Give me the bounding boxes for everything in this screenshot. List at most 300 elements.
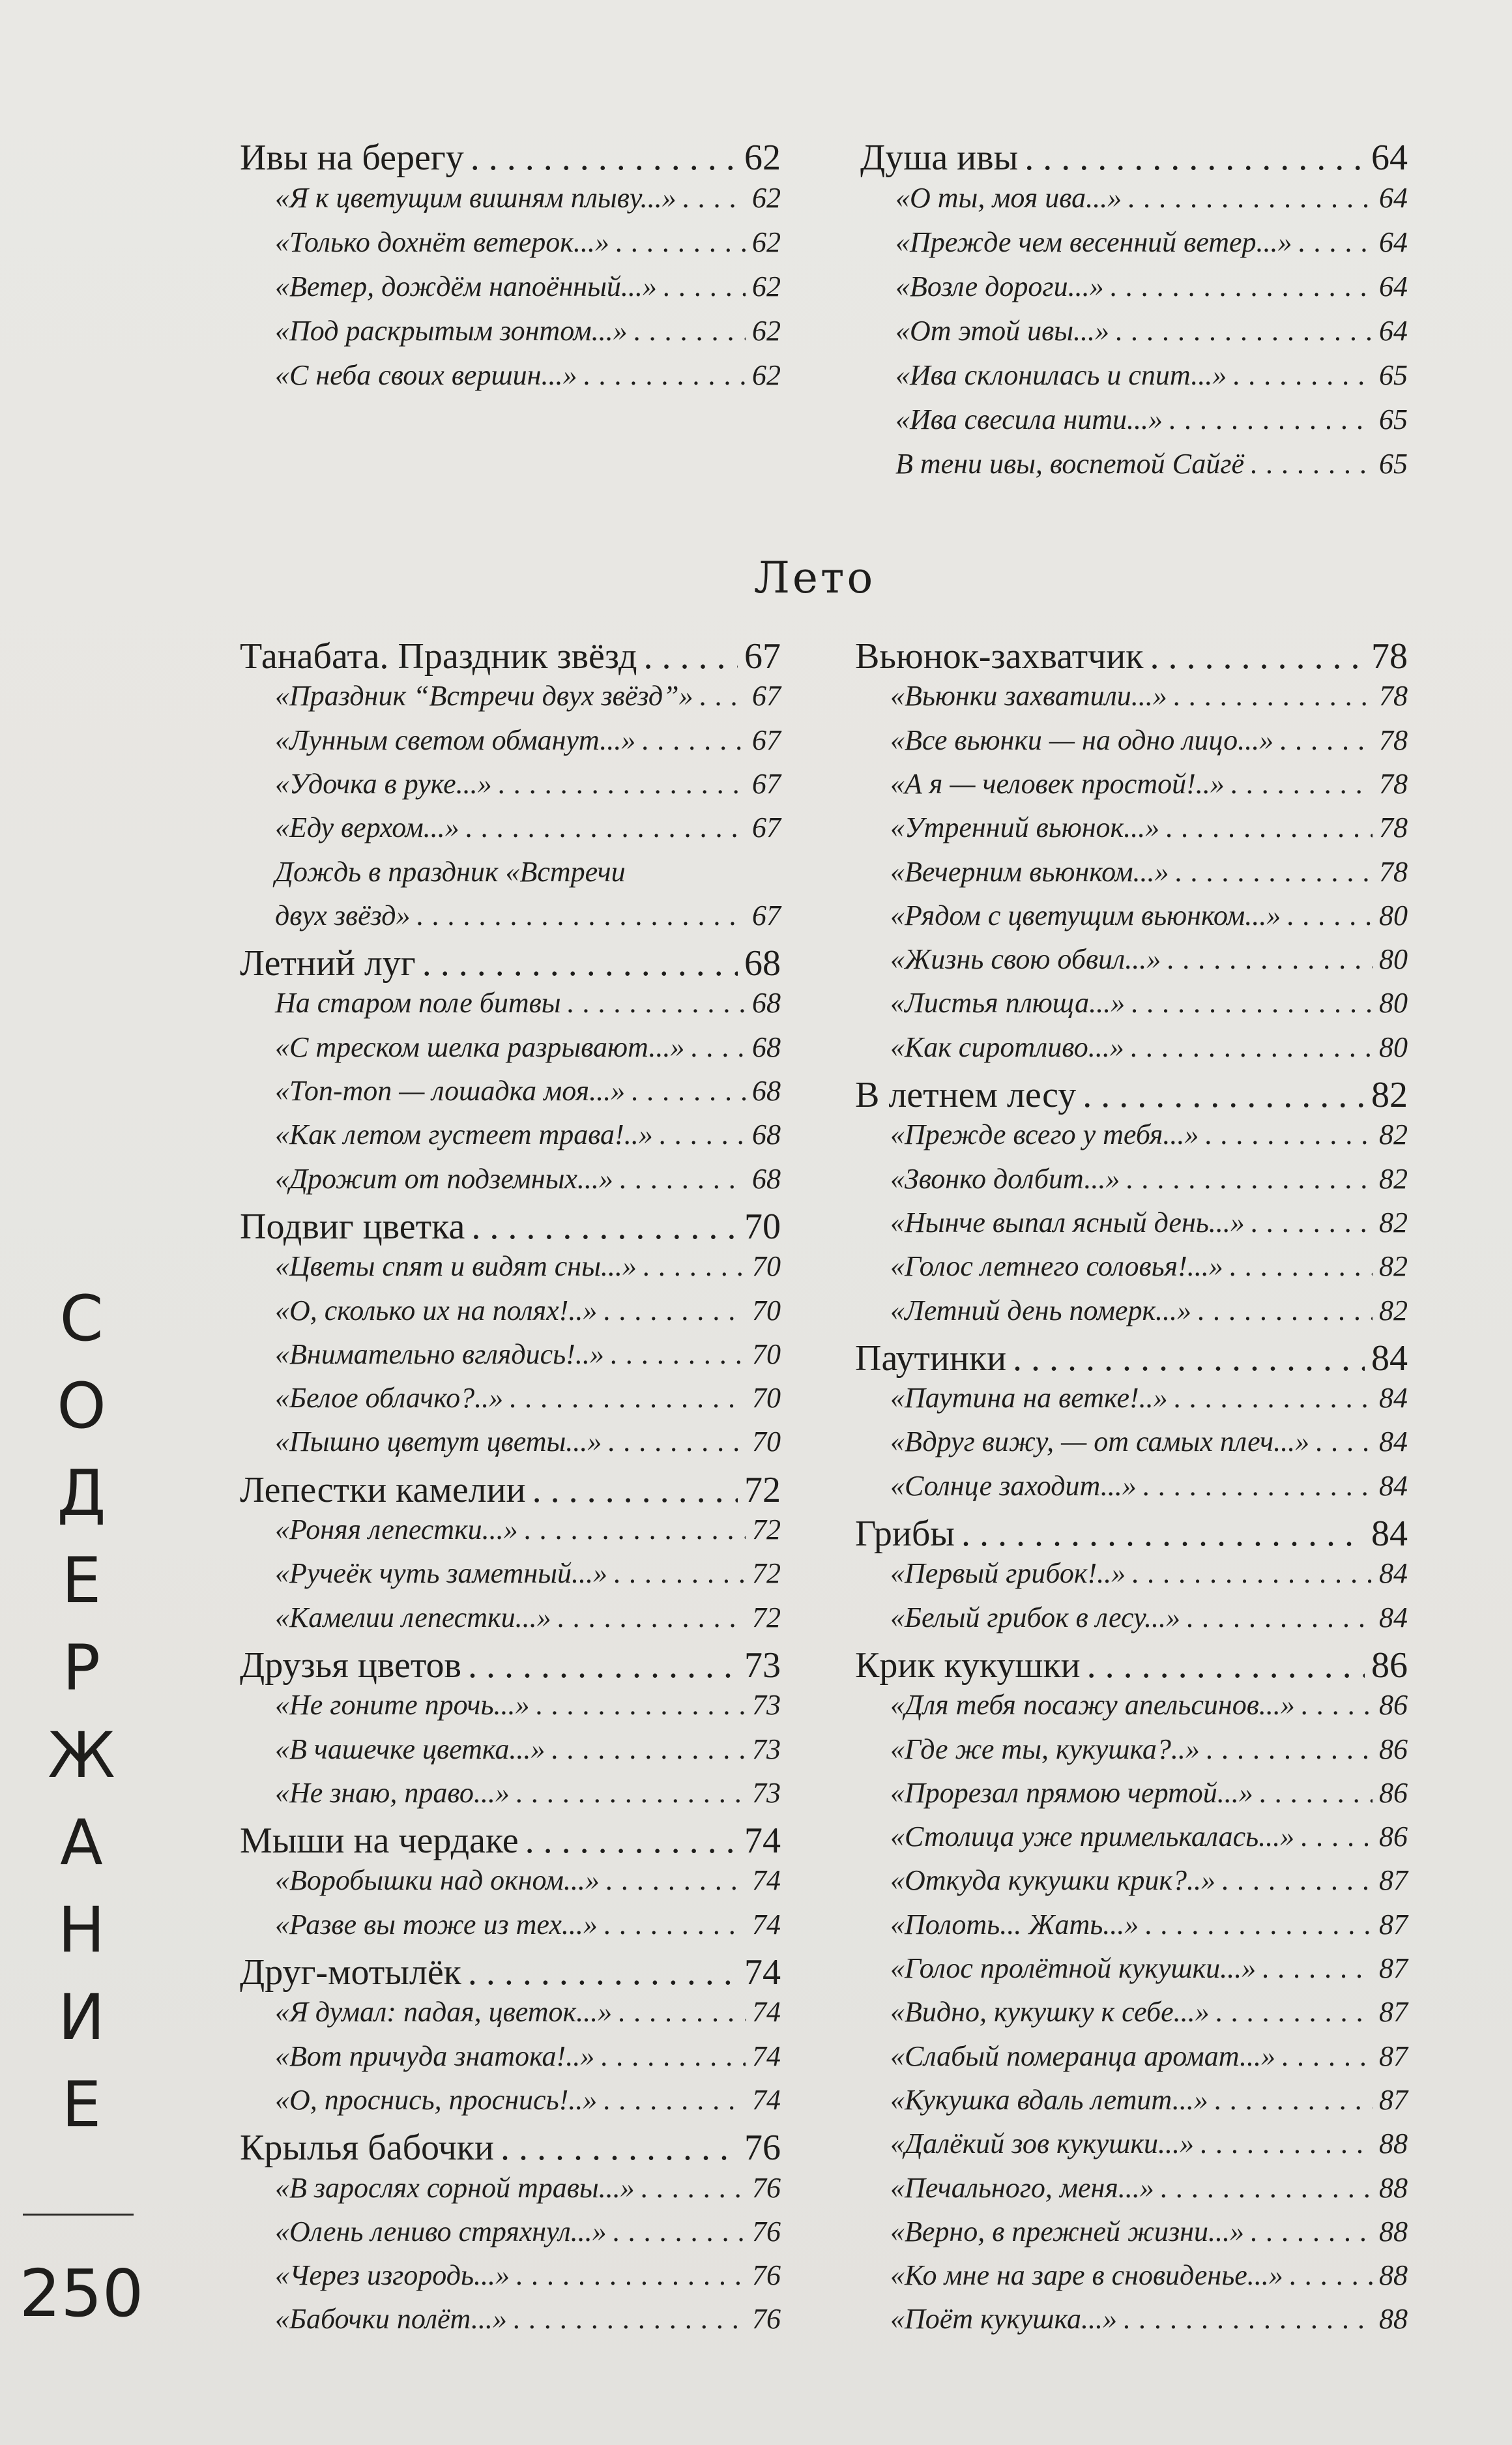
leader-dots (618, 1995, 746, 2028)
entry-title: «О, сколько их на полях!..» (275, 1294, 598, 1326)
entry-page-number: 65 (1379, 403, 1408, 435)
toc-poem-entry (275, 855, 781, 888)
leader-dots (422, 943, 738, 984)
leader-dots (1206, 1733, 1373, 1766)
leader-dots (468, 1952, 738, 1993)
vertical-title-letter: Е (61, 2068, 102, 2141)
leader-dots (608, 1425, 746, 1458)
toc-poem-entry (275, 1162, 781, 1195)
toc-poem-entry (890, 1206, 1408, 1239)
entry-page-number: 80 (1379, 987, 1408, 1019)
leader-dots (468, 1645, 738, 1686)
toc-heading-entry (855, 1074, 1408, 1116)
toc-poem-entry (890, 1162, 1408, 1195)
leader-dots (1200, 2127, 1373, 2160)
entry-title: «Не гоните прочь...» (275, 1689, 530, 1721)
entry-title: «Прежде всего у тебя...» (890, 1119, 1199, 1151)
entry-title: «Топ-топ — лошадка моя...» (275, 1075, 626, 1107)
entry-page-number: 76 (752, 2259, 781, 2292)
leader-dots (510, 1381, 746, 1414)
page-number-rule (23, 2214, 134, 2216)
toc-poem-entry (275, 2040, 781, 2073)
toc-poem-entry (890, 1688, 1408, 1721)
entry-title: «Вот причуда знатока!..» (275, 2040, 595, 2072)
toc-heading-entry (240, 943, 781, 984)
entry-title: «Воробышки над окном...» (275, 1864, 600, 1897)
leader-dots (1111, 270, 1373, 303)
entry-title: «Только дохнёт ветерок...» (275, 226, 609, 258)
leader-dots (632, 1074, 746, 1107)
entry-title: «Для тебя посажу апельсинов...» (890, 1689, 1295, 1721)
entry-title: «Внимательно вглядись!..» (275, 1338, 604, 1370)
leader-dots (516, 2259, 746, 2292)
entry-page-number: 84 (1371, 1338, 1408, 1379)
entry-page-number: 68 (752, 1119, 781, 1151)
toc-poem-entry (895, 403, 1408, 436)
toc-poem-entry (890, 2215, 1408, 2248)
toc-poem-entry (275, 1688, 781, 1721)
leader-dots (1013, 1338, 1365, 1379)
toc-poem-entry (275, 1864, 781, 1897)
entry-page-number: 84 (1379, 1469, 1408, 1502)
toc-poem-entry (895, 314, 1408, 347)
leader-dots (499, 767, 746, 800)
leader-dots (584, 359, 746, 392)
entry-title: «Лунным светом обманут...» (275, 724, 636, 756)
entry-title: Вьюнок-захватчик (855, 636, 1144, 677)
entry-page-number: 62 (752, 315, 781, 347)
entry-title: «Возле дороги...» (895, 271, 1104, 302)
entry-page-number: 67 (752, 680, 781, 712)
leader-dots (1145, 1908, 1373, 1941)
entry-title: Крылья бабочки (240, 2128, 494, 2169)
toc-heading-entry (855, 1338, 1408, 1379)
entry-page-number: 67 (752, 767, 781, 800)
toc-poem-entry (890, 1469, 1408, 1502)
leader-dots (1230, 1250, 1373, 1283)
toc-poem-entry (275, 1557, 781, 1590)
leader-dots (514, 2302, 746, 2335)
entry-title: «А я — человек простой!..» (890, 767, 1225, 800)
entry-title: «Голос пролётной кукушки...» (890, 1952, 1257, 1984)
entry-page-number: 65 (1379, 359, 1408, 391)
leader-dots (501, 2127, 738, 2169)
entry-title: Летний луг (240, 943, 416, 984)
leader-dots (1187, 1601, 1373, 1634)
entry-page-number: 70 (752, 1294, 781, 1326)
entry-page-number: 82 (1379, 1119, 1408, 1151)
leader-dots (532, 1469, 738, 1511)
toc-poem-entry (890, 1776, 1408, 1809)
entry-title: «Ветер, дождём напоённый...» (275, 271, 657, 302)
leader-dots (471, 137, 738, 179)
toc-poem-entry (890, 1908, 1408, 1941)
entry-title: «Ручеёк чуть заметный...» (275, 1557, 607, 1590)
entry-title: «Паутина на ветке!..» (890, 1382, 1168, 1414)
entry-page-number: 74 (752, 1864, 781, 1897)
entry-title: «Звонко долбит...» (890, 1162, 1120, 1195)
entry-title: «Не знаю, право...» (275, 1776, 510, 1809)
toc-heading-entry (240, 1952, 781, 1993)
entry-title: Дождь в праздник «Встречи (275, 855, 626, 888)
leader-dots (641, 2171, 746, 2204)
entry-title: «Белое облачко?..» (275, 1382, 504, 1414)
entry-page-number: 65 (1379, 448, 1408, 480)
leader-dots (613, 2215, 746, 2248)
entry-page-number: 64 (1379, 226, 1408, 258)
entry-title: «В чашечке цветка...» (275, 1733, 545, 1765)
entry-title: «Нынче выпал ясный день...» (890, 1206, 1245, 1238)
toc-poem-entry (890, 767, 1408, 800)
toc-poem-entry (275, 767, 781, 800)
leader-dots (551, 1733, 746, 1766)
entry-page-number: 78 (1371, 636, 1408, 677)
entry-page-number: 74 (752, 2040, 781, 2072)
leader-dots (1083, 1074, 1365, 1116)
leader-dots (568, 986, 746, 1019)
entry-title: «Полоть... Жать...» (890, 1908, 1139, 1940)
leader-dots (1280, 724, 1373, 757)
entry-page-number: 62 (744, 138, 781, 178)
toc-poem-entry (890, 2259, 1408, 2292)
vertical-title-letter: Д (57, 1457, 106, 1530)
toc-poem-entry (275, 1776, 781, 1809)
entry-page-number: 86 (1379, 1776, 1408, 1809)
leader-dots (1167, 943, 1373, 976)
leader-dots (1169, 403, 1373, 436)
entry-page-number: 73 (752, 1733, 781, 1765)
leader-dots (614, 1557, 746, 1590)
leader-dots (1301, 1820, 1373, 1853)
entry-title: «Камелии лепестки...» (275, 1601, 551, 1633)
leader-dots (1166, 811, 1373, 844)
entry-page-number: 78 (1379, 724, 1408, 756)
leader-dots (643, 1250, 746, 1283)
vertical-title-letter: И (58, 1981, 105, 2054)
toc-poem-entry (890, 1031, 1408, 1064)
leader-dots (516, 1776, 746, 1809)
leader-dots (536, 1688, 746, 1721)
toc-heading-entry (860, 137, 1408, 179)
leader-dots (606, 1864, 746, 1897)
entry-title: «Ива склонилась и спит...» (895, 359, 1227, 391)
leader-dots (525, 1820, 738, 1862)
toc-poem-entry (890, 1995, 1408, 2028)
entry-title: «Первый грибок!..» (890, 1557, 1126, 1590)
entry-page-number: 72 (752, 1557, 781, 1590)
leader-dots (416, 899, 746, 932)
leader-dots (642, 724, 746, 757)
entry-page-number: 72 (752, 1601, 781, 1633)
leader-dots (691, 1031, 746, 1064)
toc-poem-entry (895, 447, 1408, 480)
entry-title: «Далёкий зов кукушки...» (890, 2128, 1194, 2160)
entry-page-number: 76 (744, 2128, 781, 2169)
leader-dots (1124, 2302, 1373, 2335)
entry-title: «Вечерним вьюнком...» (890, 855, 1169, 888)
entry-page-number: 62 (752, 271, 781, 302)
leader-dots (634, 314, 746, 347)
entry-title: «Роняя лепестки...» (275, 1514, 518, 1545)
entry-page-number: 88 (1379, 2303, 1408, 2335)
entry-page-number: 76 (752, 2171, 781, 2204)
entry-page-number: 70 (752, 1338, 781, 1370)
leader-dots (558, 1601, 746, 1634)
leader-dots (663, 270, 746, 303)
entry-page-number: 80 (1379, 943, 1408, 976)
entry-page-number: 82 (1379, 1162, 1408, 1195)
toc-poem-entry (275, 2259, 781, 2292)
entry-title: «Столица уже примелькалась...» (890, 1821, 1295, 1853)
toc-poem-entry (275, 679, 781, 712)
toc-poem-entry (890, 899, 1408, 932)
leader-dots (1260, 1776, 1373, 1809)
toc-poem-entry (275, 226, 781, 259)
entry-page-number: 64 (1379, 315, 1408, 347)
entry-title: «Под раскрытым зонтом...» (275, 315, 628, 347)
toc-poem-entry (895, 181, 1408, 214)
entry-page-number: 74 (752, 1996, 781, 2028)
leader-dots (1025, 137, 1365, 179)
entry-title: «Прорезал прямою чертой...» (890, 1776, 1253, 1809)
entry-page-number: 84 (1379, 1382, 1408, 1414)
leader-dots (1176, 855, 1373, 888)
toc-poem-entry (275, 1995, 781, 2028)
entry-page-number: 87 (1379, 2083, 1408, 2116)
leader-dots (471, 1206, 738, 1248)
entry-page-number: 67 (744, 636, 781, 677)
entry-page-number: 68 (752, 987, 781, 1019)
entry-page-number: 70 (752, 1382, 781, 1414)
vertical-title-letter: Е (61, 1544, 102, 1617)
entry-title: «Голос летнего соловья!...» (890, 1250, 1223, 1283)
entry-page-number: 68 (752, 1031, 781, 1063)
toc-poem-entry (890, 679, 1408, 712)
entry-page-number: 78 (1379, 680, 1408, 712)
entry-title: «Где же ты, кукушка?..» (890, 1733, 1200, 1765)
leader-dots (660, 1118, 746, 1151)
leader-dots (1262, 1952, 1373, 1985)
toc-heading-entry (240, 1469, 781, 1511)
entry-page-number: 73 (744, 1645, 781, 1686)
toc-poem-entry (895, 359, 1408, 392)
section-title-summer: Лето (753, 553, 876, 603)
entry-page-number: 62 (752, 182, 781, 214)
entry-title: «Кукушка вдаль летит...» (890, 2083, 1208, 2116)
toc-poem-entry (890, 943, 1408, 976)
entry-title: «От этой ивы...» (895, 315, 1110, 347)
vertical-title-letter: Ж (48, 1719, 115, 1792)
toc-poem-entry (275, 811, 781, 844)
toc-poem-entry (890, 1864, 1408, 1897)
toc-poem-entry (890, 1952, 1408, 1985)
toc-poem-entry (275, 1118, 781, 1151)
entry-title: «Летний день померк...» (890, 1294, 1192, 1326)
entry-title: «Еду верхом...» (275, 812, 459, 844)
toc-poem-entry (890, 1250, 1408, 1283)
entry-title: «Праздник “Встречи двух звёзд”» (275, 680, 693, 712)
entry-page-number: 74 (744, 1821, 781, 1862)
entry-page-number: 84 (1379, 1601, 1408, 1633)
leader-dots (1143, 1469, 1373, 1502)
toc-poem-entry (275, 2215, 781, 2248)
entry-title: «Откуда кукушки крик?..» (890, 1864, 1215, 1897)
entry-title: Друг-мотылёк (240, 1952, 461, 1993)
toc-poem-entry (890, 724, 1408, 757)
toc-poem-entry (275, 1733, 781, 1766)
toc-heading-entry (855, 636, 1408, 677)
entry-title: «Жизнь свою обвил...» (890, 943, 1161, 976)
vertical-title-letter: А (60, 1806, 103, 1879)
leader-dots (683, 181, 746, 214)
entry-page-number: 74 (752, 1908, 781, 1940)
entry-title: «Я к цветущим вишням плыву...» (275, 182, 676, 214)
vertical-contents-title (26, 1282, 137, 2161)
page-number: 250 (19, 2255, 144, 2332)
toc-poem-entry (275, 1031, 781, 1064)
entry-page-number: 82 (1379, 1206, 1408, 1238)
entry-title: «Как сиротливо...» (890, 1031, 1124, 1063)
entry-page-number: 78 (1379, 767, 1408, 800)
toc-poem-entry (275, 1338, 781, 1371)
entry-page-number: 87 (1379, 1996, 1408, 2028)
toc-poem-entry (275, 724, 781, 757)
vertical-title-letter: О (57, 1369, 106, 1442)
vertical-title-letter: Р (63, 1632, 100, 1705)
entry-page-number: 86 (1379, 1689, 1408, 1721)
entry-page-number: 74 (744, 1952, 781, 1993)
entry-title: На старом поле битвы (275, 987, 561, 1019)
entry-page-number: 70 (744, 1206, 781, 1247)
entry-page-number: 73 (752, 1689, 781, 1721)
entry-page-number: 64 (1379, 271, 1408, 302)
leader-dots (1282, 2040, 1373, 2073)
leader-dots (1287, 899, 1373, 932)
entry-title: Ивы на берегу (240, 138, 464, 178)
toc-heading-entry (855, 1513, 1408, 1555)
leader-dots (1131, 1031, 1373, 1064)
entry-title: «Все вьюнки — на одно лицо...» (890, 724, 1274, 756)
toc-heading-entry (240, 636, 781, 677)
toc-poem-entry (275, 181, 781, 214)
toc-poem-entry (890, 2127, 1408, 2160)
entry-page-number: 64 (1379, 182, 1408, 214)
entry-page-number: 76 (752, 2303, 781, 2335)
entry-title: «Печального, меня...» (890, 2171, 1154, 2204)
entry-title: «Пышно цветут цветы...» (275, 1426, 602, 1458)
toc-poem-entry (890, 2171, 1408, 2204)
entry-title: «Поёт кукушка...» (890, 2303, 1118, 2335)
entry-title: «В зарослях сорной травы...» (275, 2171, 635, 2204)
leader-dots (1174, 679, 1373, 712)
entry-page-number: 88 (1379, 2171, 1408, 2204)
vertical-title-letter: С (59, 1282, 104, 1355)
toc-heading-entry (240, 1206, 781, 1248)
entry-page-number: 86 (1379, 1733, 1408, 1765)
leader-dots (1126, 1162, 1373, 1195)
toc-poem-entry (275, 314, 781, 347)
entry-title: «Солнце заходит...» (890, 1469, 1137, 1502)
entry-page-number: 88 (1379, 2259, 1408, 2292)
leader-dots (616, 226, 746, 259)
leader-dots (1231, 767, 1373, 800)
leader-dots (1150, 636, 1365, 677)
leader-dots (1205, 1118, 1373, 1151)
entry-title: «Ко мне на заре в сновиденье...» (890, 2259, 1283, 2292)
toc-poem-entry (890, 986, 1408, 1019)
entry-title: «О, проснись, проснись!..» (275, 2083, 598, 2116)
entry-page-number: 86 (1379, 1821, 1408, 1853)
leader-dots (1132, 1557, 1373, 1590)
entry-title: Душа ивы (860, 138, 1019, 178)
leader-dots (1128, 181, 1373, 214)
leader-dots (603, 1294, 746, 1327)
toc-poem-entry (890, 855, 1408, 888)
entry-page-number: 84 (1371, 1514, 1408, 1554)
entry-title: «Рядом с цветущим вьюнком...» (890, 899, 1281, 931)
entry-title: «Вдруг вижу, — от самых плеч...» (890, 1426, 1310, 1458)
toc-poem-entry (890, 1820, 1408, 1853)
entry-page-number: 80 (1379, 1031, 1408, 1063)
toc-poem-entry (890, 2040, 1408, 2073)
toc-poem-entry (890, 811, 1408, 844)
toc-poem-entry (275, 1513, 781, 1546)
entry-page-number: 82 (1379, 1294, 1408, 1326)
entry-page-number: 78 (1379, 812, 1408, 844)
leader-dots (1233, 359, 1373, 392)
leader-dots (643, 636, 738, 677)
toc-heading-entry (855, 1645, 1408, 1686)
entry-title: Крик кукушки (855, 1645, 1081, 1686)
leader-dots (1161, 2171, 1373, 2204)
entry-page-number: 78 (1379, 855, 1408, 888)
entry-title: В летнем лесу (855, 1075, 1077, 1115)
entry-page-number: 76 (752, 2215, 781, 2247)
entry-page-number: 73 (752, 1776, 781, 1809)
toc-heading-entry (240, 2127, 781, 2169)
leader-dots (604, 1908, 746, 1941)
entry-title: «Слабый померанца аромат...» (890, 2040, 1276, 2072)
toc-poem-entry (275, 1601, 781, 1634)
toc-poem-entry (275, 986, 781, 1019)
entry-page-number: 68 (752, 1075, 781, 1107)
toc-poem-entry (275, 359, 781, 392)
leader-dots (603, 2083, 746, 2116)
entry-title: «Утренний вьюнок...» (890, 812, 1160, 844)
entry-title: «Листья плюща...» (890, 987, 1126, 1019)
entry-title: «Я думал: падая, цветок...» (275, 1996, 613, 2028)
toc-poem-entry (275, 1425, 781, 1458)
leader-dots (466, 811, 746, 844)
leader-dots (1198, 1294, 1373, 1327)
entry-title: «Видно, кукушку к себе...» (890, 1996, 1210, 2028)
toc-heading-entry (240, 1820, 781, 1862)
leader-dots (1174, 1381, 1373, 1414)
leader-dots (1299, 226, 1373, 259)
entry-page-number: 67 (752, 812, 781, 844)
leader-dots (1116, 314, 1373, 347)
entry-title: «С неба своих вершин...» (275, 359, 577, 391)
entry-page-number: 62 (752, 359, 781, 391)
entry-page-number: 67 (752, 899, 781, 931)
entry-page-number: 70 (752, 1426, 781, 1458)
leader-dots (961, 1513, 1365, 1555)
entry-title: Друзья цветов (240, 1645, 461, 1686)
toc-poem-entry (275, 2083, 781, 2116)
entry-title: «Олень лениво стряхнул...» (275, 2215, 607, 2247)
entry-page-number: 88 (1379, 2215, 1408, 2247)
toc-poem-entry (275, 899, 781, 932)
